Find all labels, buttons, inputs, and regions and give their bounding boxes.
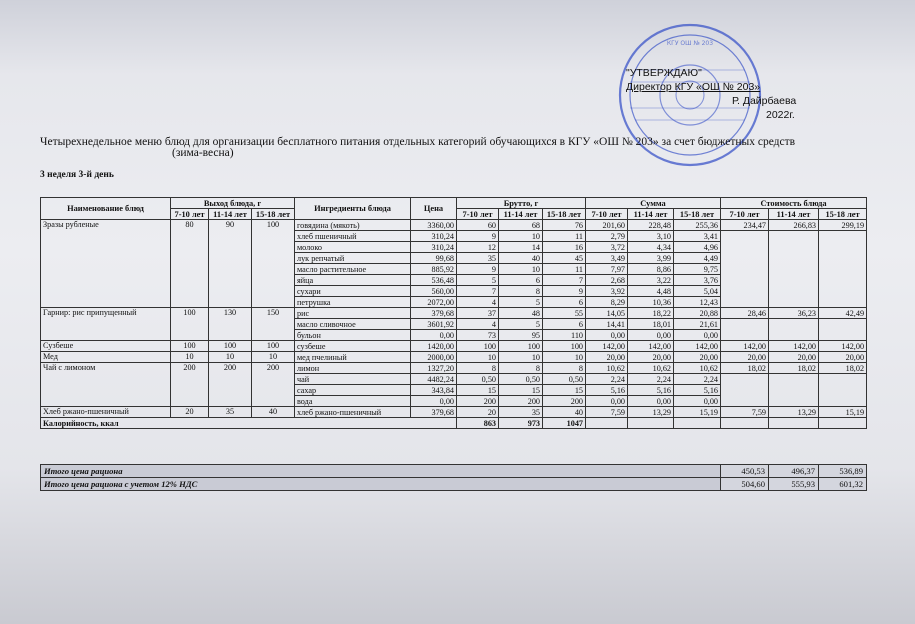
ingredient-name: чай [295,374,411,385]
ingredient-price: 99,68 [411,253,457,264]
dish-cost: 20,00 [769,352,819,363]
header-yield: Выход блюда, г [171,198,295,209]
calories-empty [819,418,867,429]
dish-cost-empty [721,231,769,242]
dish-cost: 18,02 [721,363,769,374]
calories-empty [628,418,674,429]
ingredient-gross: 200 [457,396,499,407]
dish-cost: 142,00 [819,341,867,352]
dish-cost-empty [769,385,819,396]
ingredient-sum: 228,48 [628,220,674,231]
dish-yield: 20 [171,407,209,418]
ingredient-gross: 20 [457,407,499,418]
dish-name: Чай с лимоном [41,363,171,407]
ingredient-sum: 0,00 [674,330,721,341]
dish-name: Зразы рубленые [41,220,171,308]
ingredient-gross: 6 [543,319,586,330]
header-cost-age-3: 15-18 лет [819,209,867,220]
ingredient-gross: 8 [457,363,499,374]
ingredient-sum: 10,62 [628,363,674,374]
dish-cost-empty [721,396,769,407]
ingredient-sum: 5,04 [674,286,721,297]
dish-cost: 20,00 [819,352,867,363]
ingredient-sum: 4,96 [674,242,721,253]
header-sum-age-3: 15-18 лет [674,209,721,220]
ingredient-name: вода [295,396,411,407]
ingredient-gross: 10 [499,264,543,275]
dish-cost: 15,19 [819,407,867,418]
dish-yield: 10 [252,352,295,363]
ingredient-name: лимон [295,363,411,374]
dish-cost: 142,00 [721,341,769,352]
calories-empty [674,418,721,429]
table-row [41,407,867,418]
ingredient-name: сухари [295,286,411,297]
ingredient-name: яйца [295,275,411,286]
ingredient-name: хлеб пшеничный [295,231,411,242]
calories-empty [721,418,769,429]
ingredient-gross: 200 [543,396,586,407]
table-row [41,308,867,319]
dish-cost-empty [769,275,819,286]
ingredient-sum: 142,00 [628,341,674,352]
dish-cost: 234,47 [721,220,769,231]
ingredient-gross: 110 [543,330,586,341]
ingredient-price: 560,00 [411,286,457,297]
ingredient-sum: 2,24 [674,374,721,385]
totals-value: 555,93 [769,478,819,491]
ingredient-gross: 5 [499,319,543,330]
ingredient-gross: 15 [457,385,499,396]
dish-cost-empty [769,264,819,275]
ingredient-sum: 4,48 [628,286,674,297]
ingredient-sum: 142,00 [586,341,628,352]
totals-value: 450,53 [721,465,769,478]
ingredient-gross: 7 [543,275,586,286]
dish-cost: 7,59 [721,407,769,418]
ingredient-name: сахар [295,385,411,396]
dish-cost-empty [769,374,819,385]
header-cost-age-2: 11-14 лет [769,209,819,220]
approval-line-4: 2022г. [766,109,795,121]
ingredient-gross: 40 [543,407,586,418]
dish-cost: 18,02 [819,363,867,374]
dish-cost-empty [721,385,769,396]
ingredient-sum: 10,36 [628,297,674,308]
ingredient-price: 379,68 [411,407,457,418]
header-yield-age-2: 11-14 лет [209,209,252,220]
ingredient-name: масло сливочное [295,319,411,330]
menu-table-body [41,220,867,429]
ingredient-gross: 35 [457,253,499,264]
totals-label: Итого цена рациона [41,465,721,478]
dish-cost-empty [721,253,769,264]
ingredient-sum: 15,19 [674,407,721,418]
week-label: 3 неделя 3-й день [40,170,114,180]
ingredient-gross: 16 [543,242,586,253]
dish-cost-empty [819,253,867,264]
dish-cost-empty [819,286,867,297]
dish-cost: 13,29 [769,407,819,418]
ingredient-price: 885,92 [411,264,457,275]
dish-yield: 100 [171,308,209,341]
ingredient-price: 536,48 [411,275,457,286]
ingredient-sum: 12,43 [674,297,721,308]
ingredient-gross: 9 [457,231,499,242]
dish-cost: 20,00 [721,352,769,363]
ingredient-sum: 4,49 [674,253,721,264]
ingredient-gross: 95 [499,330,543,341]
ingredient-name: рис [295,308,411,319]
ingredient-gross: 9 [543,286,586,297]
totals-row [41,465,867,478]
dish-cost-empty [769,319,819,330]
totals-value: 504,60 [721,478,769,491]
ingredient-name: хлеб ржано-пшеничный [295,407,411,418]
dish-cost: 42,49 [819,308,867,319]
dish-yield: 100 [171,341,209,352]
approval-block [626,66,796,122]
ingredient-price: 379,68 [411,308,457,319]
ingredient-sum: 3,76 [674,275,721,286]
totals-table [40,464,867,491]
dish-cost: 36,23 [769,308,819,319]
header-sum-age-2: 11-14 лет [628,209,674,220]
ingredient-sum: 3,41 [674,231,721,242]
dish-name: Сузбеше [41,341,171,352]
ingredient-gross: 48 [499,308,543,319]
ingredient-name: сузбеше [295,341,411,352]
ingredient-sum: 0,00 [628,396,674,407]
dish-cost-empty [819,297,867,308]
header-sum-age-1: 7-10 лет [586,209,628,220]
ingredient-price: 310,24 [411,231,457,242]
calories-empty [769,418,819,429]
ingredient-price: 2072,00 [411,297,457,308]
ingredient-gross: 10 [499,231,543,242]
ingredient-name: говядина (мякоть) [295,220,411,231]
ingredient-sum: 18,01 [628,319,674,330]
ingredient-gross: 200 [499,396,543,407]
dish-yield: 90 [209,220,252,308]
ingredient-name: бульон [295,330,411,341]
calories-row [41,418,867,429]
ingredient-price: 3601,92 [411,319,457,330]
ingredient-name: петрушка [295,297,411,308]
ingredient-sum: 5,16 [586,385,628,396]
dish-cost-empty [721,275,769,286]
ingredient-sum: 20,88 [674,308,721,319]
ingredient-gross: 5 [499,297,543,308]
ingredient-price: 1420,00 [411,341,457,352]
calories-value: 973 [499,418,543,429]
dish-yield: 150 [252,308,295,341]
ingredient-sum: 2,24 [586,374,628,385]
dish-yield: 10 [209,352,252,363]
dish-cost-empty [819,275,867,286]
dish-cost-empty [721,242,769,253]
table-row [41,352,867,363]
ingredient-gross: 37 [457,308,499,319]
ingredient-gross: 15 [543,385,586,396]
dish-yield: 100 [252,341,295,352]
dish-cost-empty [769,286,819,297]
header-yield-age-3: 15-18 лет [252,209,295,220]
ingredient-sum: 4,34 [628,242,674,253]
ingredient-gross: 100 [499,341,543,352]
dish-cost-empty [721,330,769,341]
ingredient-price: 343,84 [411,385,457,396]
ingredient-sum: 3,72 [586,242,628,253]
dish-name: Мед [41,352,171,363]
ingredient-sum: 20,00 [586,352,628,363]
ingredient-gross: 0,50 [457,374,499,385]
ingredient-sum: 18,22 [628,308,674,319]
calories-label: Калорийность, ккал [41,418,457,429]
ingredient-gross: 100 [543,341,586,352]
ingredient-price: 3360,00 [411,220,457,231]
menu-table [40,197,867,429]
ingredient-gross: 8 [543,363,586,374]
dish-cost-empty [769,330,819,341]
ingredient-sum: 5,16 [628,385,674,396]
ingredient-name: лук репчатый [295,253,411,264]
dish-cost-empty [721,374,769,385]
dish-yield: 40 [252,407,295,418]
ingredient-sum: 10,62 [586,363,628,374]
ingredient-sum: 7,97 [586,264,628,275]
dish-cost: 266,83 [769,220,819,231]
ingredient-gross: 40 [499,253,543,264]
ingredient-sum: 255,36 [674,220,721,231]
ingredient-sum: 13,29 [628,407,674,418]
ingredient-gross: 73 [457,330,499,341]
approval-line-1: "УТВЕРЖДАЮ" [626,67,702,79]
dish-name: Хлеб ржано-пшеничный [41,407,171,418]
ingredient-gross: 5 [457,275,499,286]
ingredient-gross: 0,50 [499,374,543,385]
ingredient-gross: 68 [499,220,543,231]
totals-value: 496,37 [769,465,819,478]
ingredient-gross: 10 [457,352,499,363]
ingredient-gross: 76 [543,220,586,231]
dish-yield: 100 [252,220,295,308]
ingredient-sum: 0,00 [586,396,628,407]
ingredient-sum: 201,60 [586,220,628,231]
ingredient-sum: 9,75 [674,264,721,275]
calories-empty [586,418,628,429]
ingredient-sum: 0,00 [586,330,628,341]
ingredient-sum: 8,86 [628,264,674,275]
ingredient-sum: 0,00 [674,396,721,407]
totals-label: Итого цена рациона с учетом 12% НДС [41,478,721,491]
ingredient-gross: 11 [543,231,586,242]
dish-yield: 130 [209,308,252,341]
header-gross-age-2: 11-14 лет [499,209,543,220]
dish-cost-empty [721,319,769,330]
table-row [41,220,867,231]
ingredient-price: 0,00 [411,330,457,341]
header-gross-age-3: 15-18 лет [543,209,586,220]
dish-yield: 10 [171,352,209,363]
header-ingredients: Ингредиенты блюда [295,198,411,220]
ingredient-sum: 21,61 [674,319,721,330]
ingredient-gross: 6 [543,297,586,308]
ingredient-sum: 0,00 [628,330,674,341]
ingredient-sum: 3,49 [586,253,628,264]
header-gross: Брутто, г [457,198,586,209]
ingredient-sum: 2,24 [628,374,674,385]
dish-cost: 18,02 [769,363,819,374]
ingredient-gross: 10 [499,352,543,363]
document-title: Четырехнедельное меню блюд для организации бесплатного питания отдельных категорий обучающихся в КГУ «ОШ № 203» за счет бюджетных средств [40,136,796,148]
totals-value: 536,89 [819,465,867,478]
ingredient-price: 2000,00 [411,352,457,363]
ingredient-gross: 9 [457,264,499,275]
ingredient-name: молоко [295,242,411,253]
ingredient-gross: 12 [457,242,499,253]
ingredient-gross: 35 [499,407,543,418]
dish-yield: 35 [209,407,252,418]
ingredient-sum: 20,00 [628,352,674,363]
ingredient-name: мед пчелиный [295,352,411,363]
dish-cost-empty [819,231,867,242]
ingredient-gross: 60 [457,220,499,231]
dish-cost-empty [819,264,867,275]
dish-cost-empty [769,396,819,407]
ingredient-gross: 100 [457,341,499,352]
dish-yield: 200 [252,363,295,407]
ingredient-gross: 0,50 [543,374,586,385]
dish-cost-empty [721,297,769,308]
dish-yield: 100 [209,341,252,352]
dish-yield: 200 [209,363,252,407]
dish-cost-empty [769,297,819,308]
ingredient-price: 4482,24 [411,374,457,385]
dish-cost-empty [819,374,867,385]
dish-cost-empty [721,286,769,297]
dish-yield: 200 [171,363,209,407]
header-cost-age-1: 7-10 лет [721,209,769,220]
ingredient-sum: 5,16 [674,385,721,396]
ingredient-sum: 7,59 [586,407,628,418]
ingredient-sum: 3,92 [586,286,628,297]
header-sum: Сумма [586,198,721,209]
ingredient-sum: 2,68 [586,275,628,286]
ingredient-sum: 3,99 [628,253,674,264]
header-yield-age-1: 7-10 лет [171,209,209,220]
ingredient-gross: 14 [499,242,543,253]
ingredient-gross: 45 [543,253,586,264]
ingredient-gross: 11 [543,264,586,275]
ingredient-price: 0,00 [411,396,457,407]
dish-cost-empty [819,319,867,330]
header-dish: Наименование блюд [41,198,171,220]
table-row [41,341,867,352]
dish-cost: 28,46 [721,308,769,319]
dish-yield: 80 [171,220,209,308]
ingredient-sum: 14,41 [586,319,628,330]
dish-cost-empty [819,396,867,407]
calories-value: 1047 [543,418,586,429]
dish-cost-empty [819,330,867,341]
dish-cost-empty [769,231,819,242]
ingredient-sum: 142,00 [674,341,721,352]
ingredient-gross: 4 [457,297,499,308]
stamp-text: КГУ ОШ № 203 [666,40,714,47]
dish-cost: 142,00 [769,341,819,352]
approval-line-2: Директор КГУ «ОШ № 203» [626,81,761,93]
ingredient-gross: 6 [499,275,543,286]
document-subtitle: (зима-весна) [172,147,234,159]
calories-value: 863 [457,418,499,429]
ingredient-sum: 14,05 [586,308,628,319]
dish-cost: 299,19 [819,220,867,231]
ingredient-gross: 10 [543,352,586,363]
ingredient-sum: 2,79 [586,231,628,242]
dish-cost-empty [819,385,867,396]
dish-cost-empty [721,264,769,275]
ingredient-gross: 8 [499,286,543,297]
ingredient-name: масло растительное [295,264,411,275]
ingredient-sum: 8,29 [586,297,628,308]
ingredient-gross: 15 [499,385,543,396]
totals-value: 601,32 [819,478,867,491]
ingredient-sum: 10,62 [674,363,721,374]
dish-cost-empty [819,242,867,253]
ingredient-gross: 4 [457,319,499,330]
ingredient-sum: 20,00 [674,352,721,363]
totals-row [41,478,867,491]
dish-cost-empty [769,253,819,264]
table-row [41,363,867,374]
dish-cost-empty [769,242,819,253]
header-gross-age-1: 7-10 лет [457,209,499,220]
ingredient-gross: 55 [543,308,586,319]
header-cost: Стоимость блюда [721,198,867,209]
dish-name: Гарнир: рис припущенный [41,308,171,341]
ingredient-gross: 8 [499,363,543,374]
ingredient-sum: 3,22 [628,275,674,286]
ingredient-price: 1327,20 [411,363,457,374]
ingredient-price: 310,24 [411,242,457,253]
approval-line-3: Р. Дайрбаева [732,95,797,107]
header-price: Цена [411,198,457,220]
ingredient-gross: 7 [457,286,499,297]
ingredient-sum: 3,10 [628,231,674,242]
